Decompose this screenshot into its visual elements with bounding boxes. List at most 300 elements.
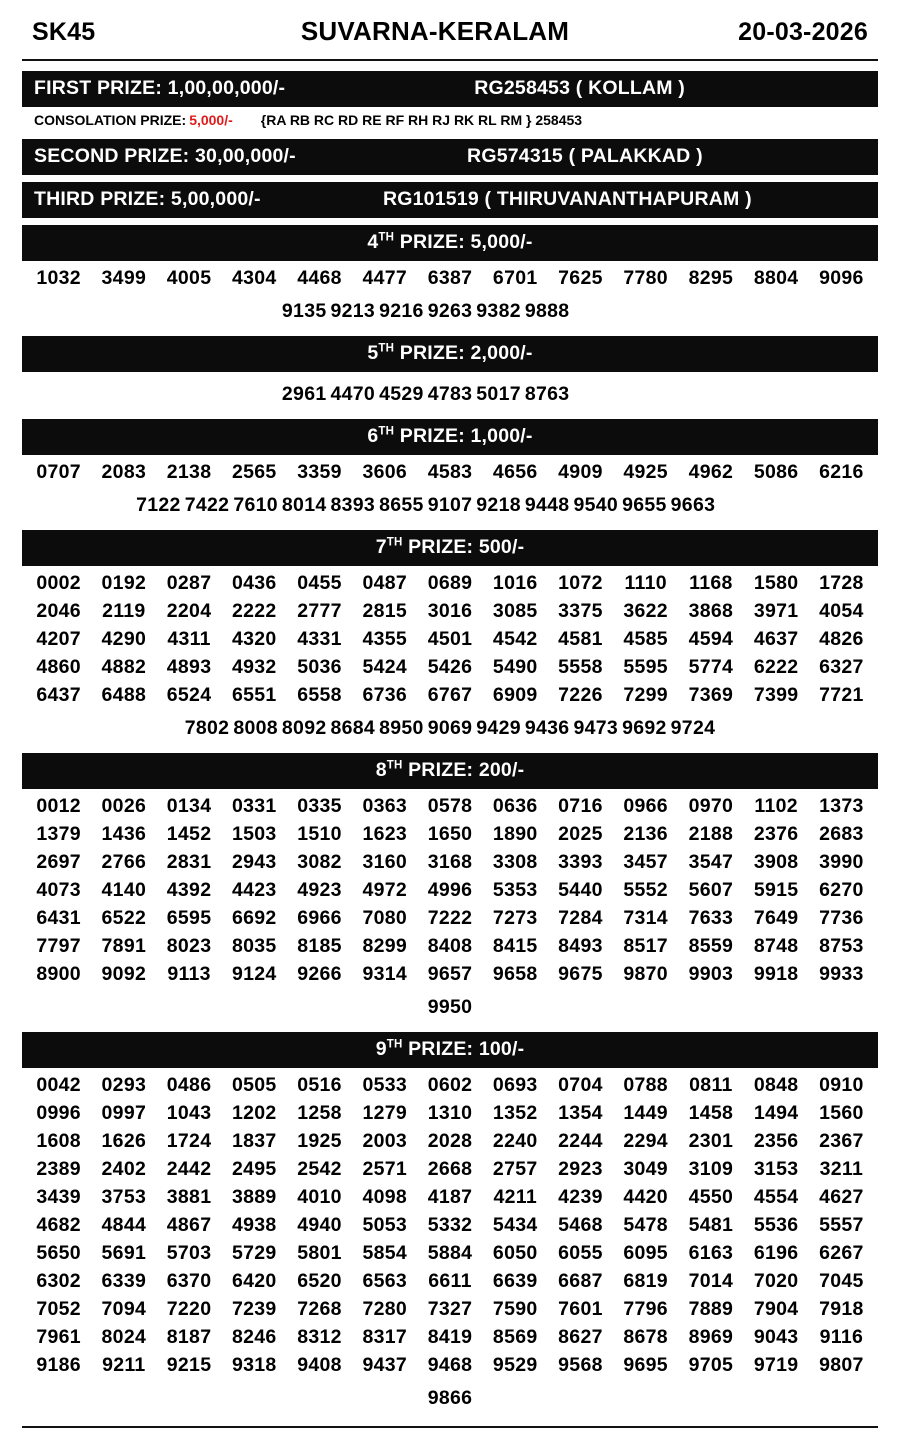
prize-number: 1580	[753, 572, 799, 594]
consolation-prize-row	[22, 107, 878, 132]
prize-number: 1458	[688, 1102, 734, 1124]
prize-number: 7399	[753, 684, 799, 706]
prize-number: 4542	[492, 628, 538, 650]
prize-number: 1452	[166, 823, 212, 845]
prize-number: 1623	[362, 823, 408, 845]
prize-number: 8748	[753, 935, 799, 957]
draw-code: SK45	[32, 18, 96, 46]
prize-number: 8312	[297, 1326, 342, 1348]
prize-number: 4583	[427, 461, 473, 483]
prize-number: 7796	[623, 1298, 668, 1320]
prize-number: 2003	[362, 1130, 408, 1152]
prize-number: 0012	[36, 795, 81, 817]
prize-number: 3881	[166, 1186, 212, 1208]
prize-number: 3085	[492, 600, 538, 622]
third-prize-label: THIRD PRIZE: 5,00,000/-	[34, 188, 261, 210]
prize-number: 8655	[379, 494, 424, 516]
prize-number: 5353	[492, 879, 538, 901]
prize-number: 7889	[688, 1298, 734, 1320]
prize-number: 0693	[492, 1074, 538, 1096]
prize-number: 9692	[622, 717, 667, 739]
prize-number: 2376	[753, 823, 799, 845]
prize-number: 6196	[753, 1242, 799, 1264]
prize-number: 7961	[36, 1326, 81, 1348]
prize-number: 9657	[427, 963, 473, 985]
prize-number: 1510	[297, 823, 342, 845]
prize-number: 5426	[427, 656, 473, 678]
prize-number: 1202	[232, 1102, 277, 1124]
prize-number: 1032	[36, 267, 81, 289]
prize-number: 2367	[819, 1130, 864, 1152]
prize-number: 6558	[297, 684, 342, 706]
prize-number: 2294	[623, 1130, 668, 1152]
prize-number: 3359	[297, 461, 342, 483]
prize-number: 4290	[101, 628, 147, 650]
prize-number: 1016	[492, 572, 538, 594]
prize-number-row	[134, 378, 766, 406]
prize-number: 1436	[101, 823, 147, 845]
prize-number: 5468	[558, 1214, 603, 1236]
prize-number: 9437	[362, 1354, 408, 1376]
prize-number: 2571	[362, 1158, 408, 1180]
prize-number: 7649	[753, 907, 799, 929]
prize-number: 2119	[102, 600, 146, 622]
prize-number: 2188	[688, 823, 734, 845]
prize-number: 5424	[362, 656, 408, 678]
prize-number: 0578	[427, 795, 473, 817]
prize-number: 1354	[558, 1102, 603, 1124]
prize-number: 1373	[819, 795, 864, 817]
prize-number: 6339	[101, 1270, 147, 1292]
ninth-prize-grid	[22, 1068, 878, 1416]
prize-number: 1102	[754, 795, 798, 817]
prize-number: 9213	[330, 300, 376, 322]
seventh-prize-label-post: PRIZE: 500/-	[402, 536, 525, 558]
prize-number: 9186	[36, 1354, 81, 1376]
prize-number: 6222	[753, 656, 799, 678]
consolation-amount: 5,000/-	[189, 112, 233, 128]
prize-number: 2831	[166, 851, 212, 873]
prize-number: 9807	[819, 1354, 864, 1376]
prize-number: 0331	[232, 795, 277, 817]
prize-number: 7220	[166, 1298, 212, 1320]
prize-number: 2244	[558, 1130, 603, 1152]
prize-number: 6909	[492, 684, 538, 706]
prize-number: 0192	[101, 572, 147, 594]
prize-number: 6302	[36, 1270, 81, 1292]
prize-number: 1837	[232, 1130, 277, 1152]
eighth-prize-bar	[22, 753, 878, 789]
prize-number: 5774	[688, 656, 734, 678]
prize-number: 2542	[297, 1158, 342, 1180]
prize-number: 4867	[166, 1214, 212, 1236]
prize-number: 7327	[427, 1298, 473, 1320]
prize-number: 9695	[623, 1354, 668, 1376]
prize-number: 0533	[362, 1074, 408, 1096]
prize-number: 2777	[297, 600, 342, 622]
eighth-prize-label-pre: 8	[375, 759, 387, 781]
prize-number: 8295	[688, 267, 734, 289]
prize-number: 9950	[427, 996, 473, 1018]
prize-number: 4355	[362, 628, 408, 650]
prize-number: 9408	[297, 1354, 342, 1376]
prize-number: 8014	[281, 494, 327, 516]
prize-number: 1724	[166, 1130, 212, 1152]
prize-number: 6639	[492, 1270, 538, 1292]
prize-number: 2683	[819, 823, 864, 845]
prize-number: 2240	[492, 1130, 538, 1152]
prize-number: 4860	[36, 656, 81, 678]
prize-number: 3082	[297, 851, 342, 873]
prize-number: 8185	[297, 935, 342, 957]
prize-number: 9266	[297, 963, 342, 985]
prize-number: 5017	[476, 383, 521, 405]
prize-number: 7273	[492, 907, 538, 929]
prize-number: 2046	[36, 600, 81, 622]
prize-number: 1072	[558, 572, 603, 594]
second-prize-label: SECOND PRIZE: 30,00,000/-	[34, 145, 296, 167]
prize-number: 7299	[623, 684, 668, 706]
prize-number: 4423	[232, 879, 277, 901]
prize-number: 5536	[753, 1214, 799, 1236]
prize-number: 4962	[688, 461, 734, 483]
prize-number: 8950	[379, 717, 424, 739]
prize-number: 6216	[819, 461, 864, 483]
prize-number: 4501	[427, 628, 473, 650]
prize-number: 9382	[476, 300, 521, 322]
prize-number: 6819	[623, 1270, 668, 1292]
prize-number: 4925	[623, 461, 668, 483]
prize-number-row	[134, 712, 766, 740]
prize-number: 0026	[101, 795, 147, 817]
prize-number: 8678	[623, 1326, 668, 1348]
prize-number: 5053	[362, 1214, 408, 1236]
prize-number: 7122	[136, 494, 181, 516]
prize-number: 3016	[427, 600, 473, 622]
prize-number: 6767	[427, 684, 473, 706]
prize-number: 7080	[362, 907, 408, 929]
prize-number: 4682	[36, 1214, 81, 1236]
prize-number: 6095	[623, 1242, 668, 1264]
eighth-prize-label-post: PRIZE: 200/-	[402, 759, 525, 781]
prize-number: 7610	[233, 494, 278, 516]
prize-number: 4005	[166, 267, 212, 289]
prize-number: 9116	[819, 1326, 864, 1348]
prize-number: 4932	[232, 656, 277, 678]
prize-number: 7904	[753, 1298, 799, 1320]
prize-number: 7633	[688, 907, 734, 929]
prize-number: 3499	[101, 267, 147, 289]
prize-number: 9124	[232, 963, 277, 985]
prize-number: 4331	[297, 628, 342, 650]
prize-number: 9448	[524, 494, 570, 516]
prize-number: 9719	[753, 1354, 799, 1376]
prize-number: 8493	[558, 935, 603, 957]
prize-number: 6520	[297, 1270, 342, 1292]
prize-number: 2757	[492, 1158, 538, 1180]
prize-number: 7891	[101, 935, 147, 957]
prize-number: 4529	[379, 383, 424, 405]
prize-number: 2923	[558, 1158, 603, 1180]
prize-number: 8684	[330, 717, 376, 739]
prize-number: 5332	[427, 1214, 473, 1236]
prize-number: 7284	[558, 907, 603, 929]
prize-number: 8763	[524, 383, 570, 405]
prize-number: 8900	[36, 963, 81, 985]
third-prize-number: RG101519 ( THIRUVANANTHAPURAM )	[382, 188, 752, 210]
prize-number-row	[134, 1382, 766, 1410]
prize-number: 2943	[232, 851, 277, 873]
prize-number: 1352	[492, 1102, 538, 1124]
prize-number: 7625	[558, 267, 603, 289]
prize-number: 4392	[166, 879, 212, 901]
prize-number: 4923	[297, 879, 342, 901]
prize-number: 7280	[362, 1298, 408, 1320]
prize-number: 4054	[819, 600, 864, 622]
prize-number: 4909	[558, 461, 603, 483]
prize-number: 4826	[819, 628, 864, 650]
second-prize-bar	[22, 139, 878, 175]
prize-number: 6687	[558, 1270, 603, 1292]
third-prize-bar	[22, 182, 878, 218]
prize-number: 5915	[753, 879, 799, 901]
prize-number: 5478	[623, 1214, 668, 1236]
first-prize-label: FIRST PRIZE: 1,00,00,000/-	[34, 77, 286, 99]
prize-number: 5607	[688, 879, 734, 901]
prize-number: 4940	[297, 1214, 342, 1236]
prize-number: 2442	[166, 1158, 212, 1180]
prize-number: 9918	[753, 963, 799, 985]
prize-number: 0848	[753, 1074, 799, 1096]
prize-number: 0516	[297, 1074, 342, 1096]
prize-number: 8393	[330, 494, 376, 516]
prize-number: 0335	[297, 795, 342, 817]
prize-number: 5086	[753, 461, 799, 483]
prize-number: 7802	[184, 717, 230, 739]
prize-number: 2356	[753, 1130, 799, 1152]
prize-number: 6611	[428, 1270, 472, 1292]
prize-number: 6370	[166, 1270, 212, 1292]
eighth-prize-label-sup: TH	[386, 759, 403, 772]
prize-number: 8627	[558, 1326, 603, 1348]
prize-number: 1279	[362, 1102, 408, 1124]
prize-number: 4239	[558, 1186, 603, 1208]
prize-number: 3211	[819, 1158, 864, 1180]
fourth-prize-label-pre: 4	[367, 231, 379, 253]
prize-number: 0363	[362, 795, 408, 817]
prize-number: 1890	[492, 823, 538, 845]
prize-number: 1650	[427, 823, 473, 845]
prize-number: 3049	[623, 1158, 668, 1180]
prize-number: 7014	[688, 1270, 734, 1292]
prize-number: 2301	[688, 1130, 734, 1152]
prize-number: 6055	[558, 1242, 603, 1264]
prize-number: 9903	[688, 963, 734, 985]
prize-number: 7797	[36, 935, 81, 957]
footer-divider	[22, 1426, 878, 1428]
prize-number: 0134	[166, 795, 212, 817]
prize-number: 4893	[166, 656, 212, 678]
prize-number: 5884	[427, 1242, 473, 1264]
prize-number-row	[134, 991, 766, 1019]
prize-number: 9096	[819, 267, 864, 289]
prize-number: 4996	[427, 879, 473, 901]
fourth-prize-grid	[22, 261, 878, 329]
prize-number: 9888	[524, 300, 570, 322]
prize-number: 4783	[427, 383, 473, 405]
prize-number: 5691	[101, 1242, 147, 1264]
prize-number: 3153	[753, 1158, 799, 1180]
prize-number: 8517	[623, 935, 668, 957]
prize-number: 0042	[36, 1074, 81, 1096]
prize-number: 8753	[819, 935, 864, 957]
prize-number: 9870	[623, 963, 668, 985]
prize-number: 0716	[558, 795, 603, 817]
prize-number: 8023	[166, 935, 212, 957]
prize-number: 3439	[36, 1186, 81, 1208]
prize-number: 0966	[623, 795, 668, 817]
prize-number: 0689	[427, 572, 473, 594]
prize-number: 6327	[819, 656, 864, 678]
prize-number: 4554	[753, 1186, 799, 1208]
prize-number: 0486	[166, 1074, 212, 1096]
prize-number: 7736	[819, 907, 864, 929]
prize-number: 0811	[689, 1074, 733, 1096]
prize-number: 8299	[362, 935, 408, 957]
prize-number: 4140	[101, 879, 147, 901]
fifth-prize-grid	[22, 372, 878, 412]
prize-number: 2028	[427, 1130, 473, 1152]
ninth-prize-bar	[22, 1032, 878, 1068]
prize-number: 0293	[101, 1074, 147, 1096]
prize-number: 6522	[101, 907, 147, 929]
prize-number: 1626	[101, 1130, 147, 1152]
prize-number: 9675	[558, 963, 603, 985]
prize-number: 3971	[753, 600, 799, 622]
prize-number: 2138	[166, 461, 212, 483]
prize-number: 1925	[297, 1130, 342, 1152]
prize-number: 1503	[232, 823, 277, 845]
prize-number: 0505	[232, 1074, 277, 1096]
prize-number: 6524	[166, 684, 212, 706]
prize-number: 6420	[232, 1270, 277, 1292]
prize-number: 1379	[36, 823, 81, 845]
prize-number: 0002	[36, 572, 81, 594]
prize-number: 4550	[688, 1186, 734, 1208]
fifth-prize-label-post: PRIZE: 2,000/-	[394, 342, 533, 364]
prize-number: 4581	[558, 628, 603, 650]
ninth-prize-label-sup: TH	[386, 1038, 403, 1051]
prize-number: 1728	[819, 572, 864, 594]
prize-number: 1494	[753, 1102, 799, 1124]
prize-number: 9069	[427, 717, 473, 739]
sixth-prize-label-post: PRIZE: 1,000/-	[394, 425, 533, 447]
prize-number: 0707	[36, 461, 81, 483]
seventh-prize-grid	[22, 566, 878, 746]
prize-number: 7422	[184, 494, 230, 516]
prize-number: 0970	[688, 795, 734, 817]
prize-number: 9529	[492, 1354, 538, 1376]
fifth-prize-bar	[22, 336, 878, 372]
prize-number: 3457	[623, 851, 668, 873]
prize-number: 2136	[623, 823, 668, 845]
prize-number: 3622	[623, 600, 668, 622]
prize-number: 6387	[427, 267, 473, 289]
prize-number: 9216	[379, 300, 424, 322]
prize-number-row	[134, 295, 766, 323]
prize-number: 9655	[622, 494, 667, 516]
prize-number: 9866	[427, 1387, 473, 1409]
first-prize-bar	[22, 71, 878, 107]
prize-number: 6551	[232, 684, 277, 706]
prize-number: 8187	[166, 1326, 212, 1348]
prize-number: 5552	[623, 879, 668, 901]
prize-number: 7268	[297, 1298, 342, 1320]
prize-number: 2083	[101, 461, 147, 483]
prize-number: 1043	[166, 1102, 212, 1124]
prize-number: 7369	[688, 684, 734, 706]
fourth-prize-label-sup: TH	[378, 231, 395, 244]
prize-number: 5036	[297, 656, 342, 678]
prize-number: 9540	[573, 494, 619, 516]
prize-number: 5557	[819, 1214, 864, 1236]
fifth-prize-label-pre: 5	[367, 342, 379, 364]
prize-number: 2025	[558, 823, 603, 845]
prize-number: 9092	[101, 963, 147, 985]
prize-number: 4594	[688, 628, 734, 650]
prize-number: 6050	[492, 1242, 538, 1264]
prize-number: 7226	[558, 684, 603, 706]
prize-number: 8969	[688, 1326, 734, 1348]
prize-number: 2697	[36, 851, 81, 873]
prize-number: 9218	[476, 494, 521, 516]
prize-number: 4320	[232, 628, 277, 650]
prize-number: 1110	[624, 572, 667, 594]
prize-number: 5854	[362, 1242, 408, 1264]
prize-number: 4187	[427, 1186, 473, 1208]
prize-number: 6692	[232, 907, 277, 929]
prize-number: 6437	[36, 684, 81, 706]
prize-number: 3393	[558, 851, 603, 873]
prize-number: 7314	[623, 907, 668, 929]
prize-number: 5434	[492, 1214, 538, 1236]
prize-number: 9314	[362, 963, 408, 985]
prize-number: 4656	[492, 461, 538, 483]
prize-number: 4304	[232, 267, 277, 289]
prize-number: 4882	[101, 656, 147, 678]
prize-number: 5481	[688, 1214, 734, 1236]
prize-number: 2204	[166, 600, 212, 622]
prize-number: 9263	[427, 300, 473, 322]
prize-number: 5729	[232, 1242, 277, 1264]
prize-number: 7045	[819, 1270, 864, 1292]
prize-number: 5650	[36, 1242, 81, 1264]
prize-number: 3990	[819, 851, 864, 873]
seventh-prize-label-sup: TH	[386, 536, 403, 549]
prize-number: 0436	[232, 572, 277, 594]
fifth-prize-label-sup: TH	[378, 342, 395, 355]
prize-number: 4073	[36, 879, 81, 901]
prize-number: 4207	[36, 628, 81, 650]
prize-number: 7601	[558, 1298, 603, 1320]
prize-number: 9658	[492, 963, 538, 985]
prize-number: 4585	[623, 628, 668, 650]
prize-number: 3606	[362, 461, 408, 483]
prize-number: 1560	[819, 1102, 864, 1124]
prize-number: 6270	[819, 879, 864, 901]
prize-number: 9429	[476, 717, 521, 739]
prize-number: 7780	[623, 267, 668, 289]
